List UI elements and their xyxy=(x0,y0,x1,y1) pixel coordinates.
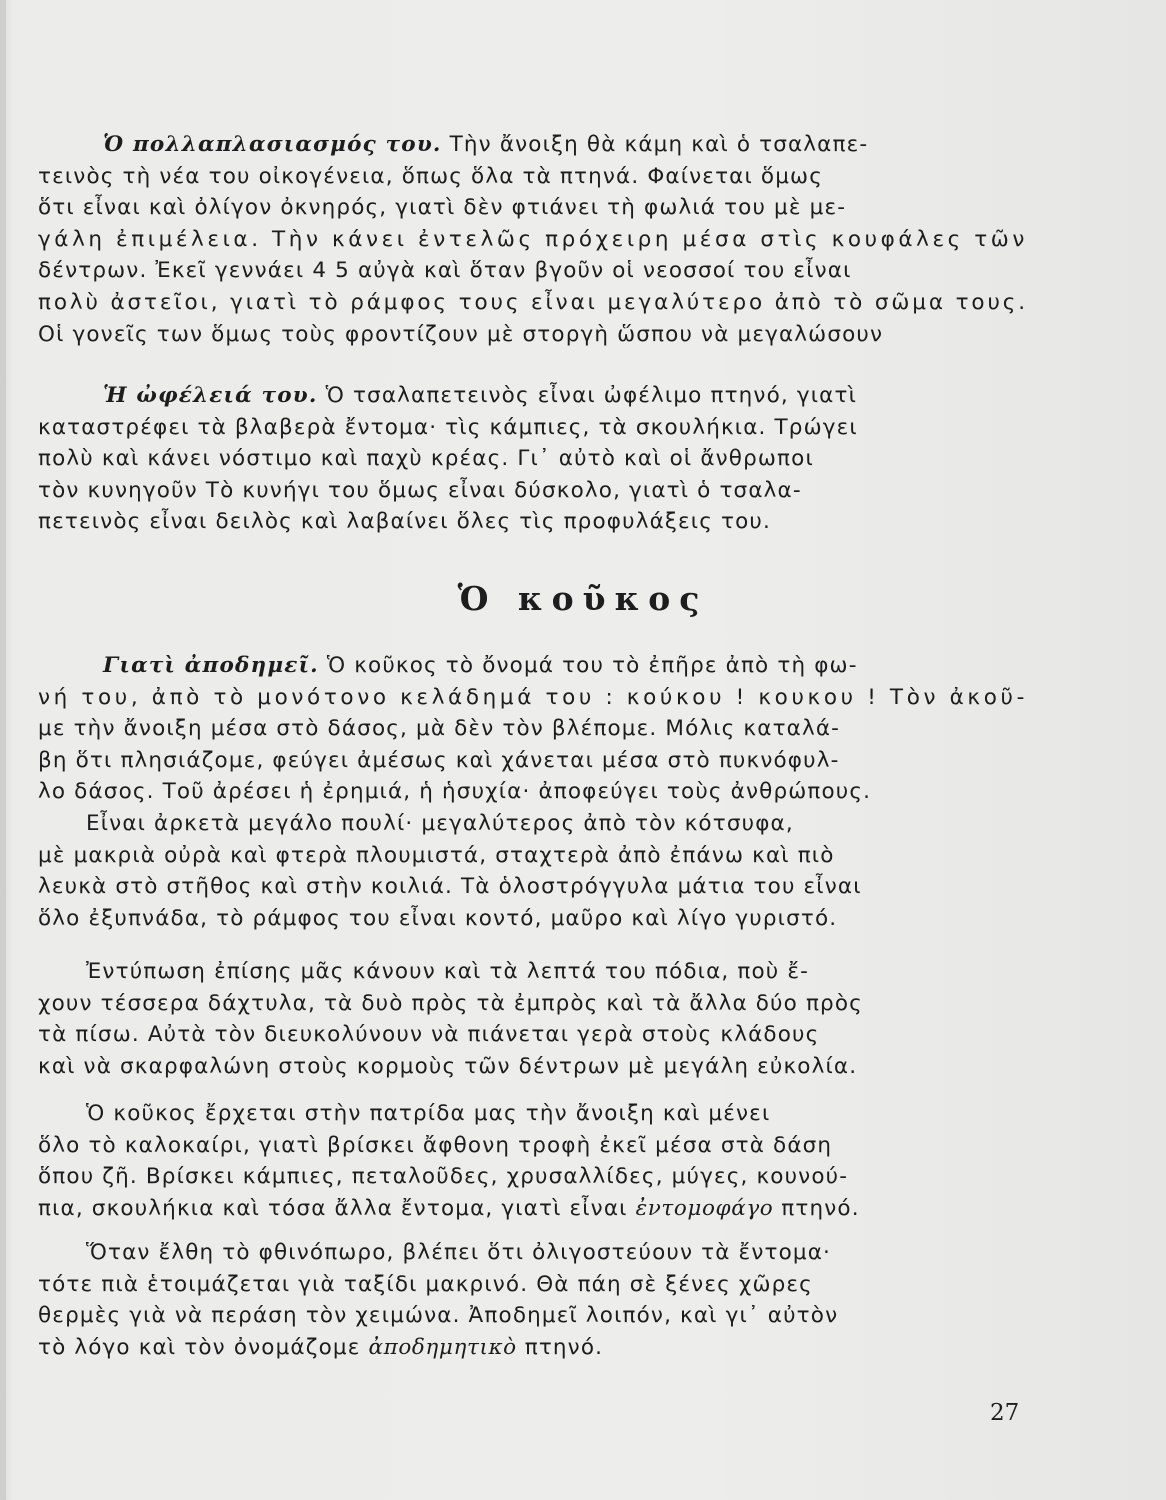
text-line: ὅλο ἐξυπνάδα, τὸ ράμφος του εἶναι κοντό, μαῦρο καὶ λίγο γυριστό. xyxy=(38,905,838,931)
text-line: με τὴν ἄνοιξη μέσα στὸ δάσος, μὰ δὲν τὸν βλέπομε. Μόλις καταλά- xyxy=(38,716,841,742)
text-line: Ὁ πολλαπλασιασμός του. Τὴν ἄνοιξη θὰ κάμη καὶ ὁ τσαλαπε- xyxy=(103,132,869,157)
text-line: θερμὲς γιὰ νὰ περάση τὸν χειμώνα. Ἀποδημεῖ λοιπόν, καὶ γι᾽ αὐτὸν xyxy=(38,1303,839,1329)
page-edge-shadow xyxy=(0,0,6,1500)
text-line: λευκὰ στὸ στῆθος καὶ στὴν κοιλιά. Τὰ ὁλοστρόγγυλα μάτια του εἶναι xyxy=(38,874,862,900)
text-line: Ἐντύπωση ἐπίσης μᾶς κάνουν καὶ τὰ λεπτά του πόδια, ποὺ ἔ- xyxy=(86,959,810,984)
text-line: τεινὸς τὴ νέα του οἰκογένεια, ὅπως ὅλα τὰ πτηνά. Φαίνεται ὅμως xyxy=(38,163,823,189)
text-line: Ἡ ὠφέλειά του. Ὁ τσαλαπετεινὸς εἶναι ὠφέλιμο πτηνό, γιατὶ xyxy=(103,383,858,408)
paragraph-heading: Ἡ ὠφέλειά του. xyxy=(103,383,318,408)
text-line: νή του, ἀπὸ τὸ μονότονο κελάδημά του : κούκου ! κουκου ! Τὸν ἀκοῦ- xyxy=(38,684,1028,710)
text-line: λο δάσος. Τοῦ ἀρέσει ἡ ἐρημιά, ἡ ἡσυχία· ἀποφεύγει τοὺς ἀνθρώπους. xyxy=(38,779,872,805)
paragraph-heading: Γιατὶ ἀποδημεῖ. xyxy=(103,653,319,678)
text-line: πια, σκουλήκια καὶ τόσα ἄλλα ἔντομα, γιατὶ εἶναι ἐντομοφάγο πτηνό. xyxy=(38,1195,860,1221)
text-line: γάλη ἐπιμέλεια. Τὴν κάνει ἐντελῶς πρόχειρη μέσα στὶς κουφάλες τῶν xyxy=(38,226,1028,252)
text-line: πετεινὸς εἶναι δειλὸς καὶ λαβαίνει ὅλες τὶς προφυλάξεις του. xyxy=(38,509,771,535)
text-line: Γιατὶ ἀποδημεῖ. Ὁ κοῦκος τὸ ὄνομά του τὸ ἐπῆρε ἀπὸ τὴ φω- xyxy=(103,653,858,678)
page-number: 27 xyxy=(990,1400,1020,1426)
text-line: τὰ πίσω. Αὐτὰ τὸν διευκολύνουν νὰ πιάνεται γερὰ στοὺς κλάδους xyxy=(38,1022,820,1048)
text-line: πολὺ ἀστεῖοι, γιατὶ τὸ ράμφος τους εἶναι μεγαλύτερο ἀπὸ τὸ σῶμα τους. xyxy=(38,289,1028,315)
text-line: τότε πιὰ ἑτοιμάζεται γιὰ ταξίδι μακρινό. Θὰ πάη σὲ ξένες χῶρες xyxy=(38,1271,813,1297)
text-line: καὶ νὰ σκαρφαλώνη στοὺς κορμοὺς τῶν δέντρων μὲ μεγάλη εὐκολία. xyxy=(38,1053,858,1079)
italic-term: ἐντομοφάγο xyxy=(635,1195,774,1221)
text-line: πολὺ καὶ κάνει νόστιμο καὶ παχὺ κρέας. Γι᾽ αὐτὸ καὶ οἱ ἄνθρωποι xyxy=(38,446,814,472)
text-line: Ὅταν ἔλθη τὸ φθινόπωρο, βλέπει ὅτι ὀλιγοστεύουν τὰ ἔντομα· xyxy=(86,1240,832,1265)
text-line: τὸν κυνηγοῦν Τὸ κυνήγι του ὅμως εἶναι δύσκολο, γιατὶ ὁ τσαλα- xyxy=(38,477,802,503)
section-title: Ὁ κοῦκος xyxy=(457,579,709,618)
paragraph-feet xyxy=(38,956,1028,1082)
paragraph-usefulness xyxy=(38,380,1028,538)
text-line: Εἶναι ἀρκετὰ μεγάλο πουλί· μεγαλύτερος ἀπὸ τὸν κότσυφα, xyxy=(86,811,794,836)
text-line: Οἱ γονεῖς των ὅμως τοὺς φροντίζουν μὲ στοργὴ ὥσπου νὰ μεγαλώσουν xyxy=(38,321,884,347)
paragraph-appearance xyxy=(38,808,1028,934)
text-line: τὸ λόγο καὶ τὸν ὀνομάζομε ἀποδημητικὸ πτηνό. xyxy=(38,1334,604,1360)
text-line: ὅπου ζῆ. Βρίσκει κάμπιες, πεταλοῦδες, χρυσαλλίδες, μύγες, κουνού- xyxy=(38,1164,849,1190)
paragraph-autumn xyxy=(38,1237,1028,1363)
text-line: Ὁ κοῦκος ἔρχεται στὴν πατρίδα μας τὴν ἄνοιξη καὶ μένει xyxy=(86,1101,771,1126)
paragraph-summer xyxy=(38,1098,1028,1224)
text-line: χουν τέσσερα δάχτυλα, τὰ δυὸ πρὸς τὰ ἐμπρὸς καὶ τὰ ἄλλα δύο πρὸς xyxy=(38,990,863,1016)
paragraph-multiplication xyxy=(38,129,1028,350)
paragraph-heading: Ὁ πολλαπλασιασμός του. xyxy=(103,132,442,157)
text-line: δέντρων. Ἐκεῖ γεννάει 4 5 αὐγὰ καὶ ὅταν βγοῦν οἱ νεοσσοί του εἶναι xyxy=(38,258,852,284)
text-line: βη ὅτι πλησιάζομε, φεύγει ἀμέσως καὶ χάνεται μέσα στὸ πυκνόφυλ- xyxy=(38,747,840,773)
paragraph-migration xyxy=(38,650,1028,808)
text-line: ὅτι εἶναι καὶ ὀλίγον ὀκνηρός, γιατὶ δὲν φτιάνει τὴ φωλιά του μὲ με- xyxy=(38,195,847,221)
text-line: ὅλο τὸ καλοκαίρι, γιατὶ βρίσκει ἄφθονη τροφὴ ἐκεῖ μέσα στὰ δάση xyxy=(38,1132,833,1158)
text-line: καταστρέφει τὰ βλαβερὰ ἔντομα· τὶς κάμπιες, τὰ σκουλήκια. Τρώγει xyxy=(38,414,858,440)
text-line: μὲ μακριὰ οὐρὰ καὶ φτερὰ πλουμιστά, σταχτερὰ ἀπὸ ἐπάνω καὶ πιὸ xyxy=(38,842,835,868)
italic-term: ἀποδημητικὸ xyxy=(368,1334,517,1360)
